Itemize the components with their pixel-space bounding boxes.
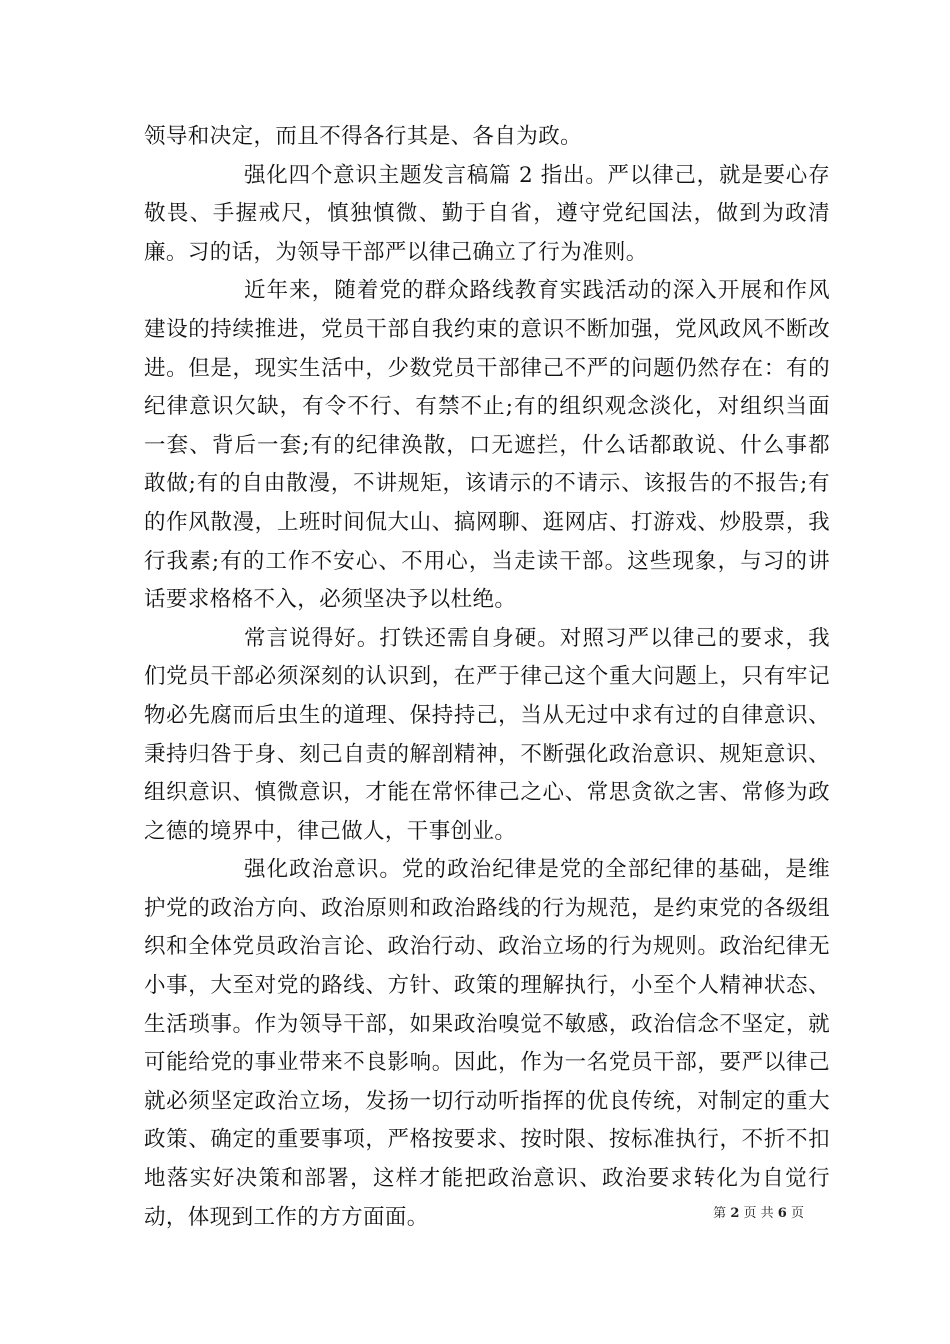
paragraph-1: 领导和决定，而且不得各行其是、各自为政。: [144, 124, 583, 149]
current-page-number: 2: [730, 1206, 740, 1221]
paragraph-2: 强化四个意识主题发言稿篇 2 指出。严以律己，就是要心存敬畏、手握戒尺，慎独慎微、勤于自省，遵守党纪国法，做到为政清廉。习的话，为领导干部严以律己确立了行为准则。: [144, 162, 830, 265]
footer-suffix: 页: [790, 1206, 804, 1221]
document-body: [144, 118, 830, 1237]
paragraph-3: 近年来，随着党的群众路线教育实践活动的深入开展和作风建设的持续推进，党员干部自我约束的意识不断加强，党风政风不断改进。但是，现实生活中，少数党员干部律己不严的问题仍然存在：有的纪律意识欠缺，有令不行、有禁不止;有的组织观念淡化，对组织当面一套、背后一套;有的纪律涣散，口无遮拦，什么话都敢说、什么事都敢做;有的自由散漫，不讲规矩，该请示的不请示、该报告的不报告;有的作风散漫，上班时间侃大山、搞网聊、逛网店、打游戏、炒股票，我行我素;有的工作不安心、不用心，当走读干部。这些现象，与习的讲话要求格格不入，必须坚决予以杜绝。: [144, 278, 830, 613]
paragraph-5: 强化政治意识。党的政治纪律是党的全部纪律的基础，是维护党的政治方向、政治原则和政治路线的行为规范，是约束党的各级组织和全体党员政治言论、政治行动、政治立场的行为规则。政治纪律无小事，大至对党的路线、方针、政策的理解执行，小至个人精神状态、生活琐事。作为领导干部，如果政治嗅觉不敏感，政治信念不坚定，就可能给党的事业带来不良影响。因此，作为一名党员干部，要严以律己就必须坚定政治立场，发扬一切行动听指挥的优良传统，对制定的重大政策、确定的重要事项，严格按要求、按时限、按标准执行，不折不扣地落实好决策和部署，这样才能把政治意识、政治要求转化为自觉行动，体现到工作的方方面面。: [144, 857, 830, 1230]
footer-prefix: 第: [713, 1206, 727, 1221]
page-number-footer: [713, 1202, 804, 1221]
total-page-count: 6: [777, 1206, 787, 1221]
paragraph-4: 常言说得好。打铁还需自身硬。对照习严以律己的要求，我们党员干部必须深刻的认识到，在严于律己这个重大问题上，只有牢记物必先腐而后虫生的道理、保持持己，当从无过中求有过的自律意识、秉持归咎于身、刻己自责的解剖精神，不断强化政治意识、规矩意识、组织意识、慎微意识，才能在常怀律己之心、常思贪欲之害、常修为政之德的境界中，律己做人，干事创业。: [144, 625, 830, 844]
footer-middle: 页 共: [743, 1206, 774, 1221]
